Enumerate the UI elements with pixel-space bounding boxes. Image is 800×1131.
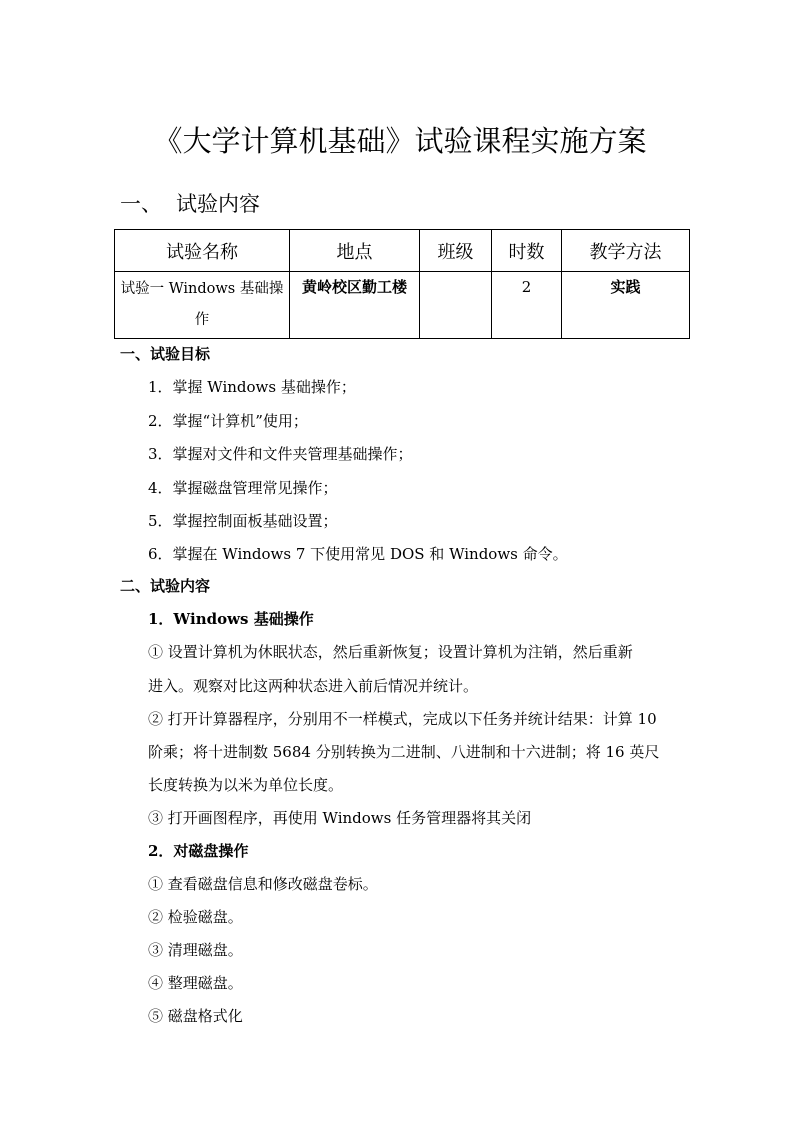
section-heading-experiment-content (120, 188, 260, 220)
header-cell: 班级 (420, 230, 492, 272)
paragraph-line: ① 设置计算机为休眠状态，然后重新恢复；设置计算机为注销，然后重新 (148, 643, 633, 661)
list-item: ③ 清理磁盘。 (148, 941, 243, 959)
paragraph-line: ③ 打开画图程序，再使用 Windows 任务管理器将其关闭 (148, 809, 532, 827)
list-item: 5．掌握控制面板基础设置； (148, 512, 338, 530)
document-title: 《大学计算机基础》试验课程实施方案 (153, 124, 647, 158)
list-item: 6．掌握在 Windows 7 下使用常见 DOS 和 Windows 命令。 (148, 545, 568, 563)
table-row (115, 272, 690, 339)
content-heading: 二、试验内容 (120, 577, 211, 595)
paragraph-line: 长度转换为以米为单位长度。 (148, 776, 344, 794)
list-item: ① 查看磁盘信息和修改磁盘卷标。 (148, 875, 378, 893)
table-cell-hours: 2 (492, 272, 562, 339)
table-cell-class (420, 272, 492, 339)
experiment-table (114, 229, 690, 339)
list-item: 1．掌握 Windows 基础操作； (148, 378, 356, 396)
header-cell: 时数 (492, 230, 562, 272)
list-item: ② 检验磁盘。 (148, 908, 243, 926)
header-cell: 地点 (290, 230, 420, 272)
list-item: ⑤ 磁盘格式化 (148, 1007, 243, 1025)
goals-heading: 一、试验目标 (120, 345, 211, 363)
subheading-windows-basics: 1．Windows 基础操作 (148, 610, 314, 628)
table-cell-location: 黄岭校区勤工楼 (290, 272, 420, 339)
table-header-row (115, 230, 690, 272)
paragraph-line: ② 打开计算器程序，分别用不一样模式，完成以下任务并统计结果：计算 10 (148, 710, 657, 728)
paragraph-line: 进入。观察对比这两种状态进入前后情况并统计。 (148, 677, 479, 695)
list-item: 3．掌握对文件和文件夹管理基础操作； (148, 445, 413, 463)
table-cell-name: 试验一 Windows 基础操作 (115, 272, 290, 339)
list-item: 4．掌握磁盘管理常见操作； (148, 479, 338, 497)
subheading-disk-operations: 2．对磁盘操作 (148, 842, 249, 860)
table-cell-method: 实践 (562, 272, 690, 339)
paragraph-line: 阶乘；将十进制数 5684 分别转换为二进制、八进制和十六进制；将 16 英尺 (148, 743, 660, 761)
list-item: 2．掌握“计算机”使用； (148, 412, 308, 430)
list-item: ④ 整理磁盘。 (148, 974, 243, 992)
section-text: 试验内容 (176, 192, 260, 216)
header-cell: 教学方法 (562, 230, 690, 272)
section-number: 一、 (120, 192, 162, 216)
header-cell: 试验名称 (115, 230, 290, 272)
